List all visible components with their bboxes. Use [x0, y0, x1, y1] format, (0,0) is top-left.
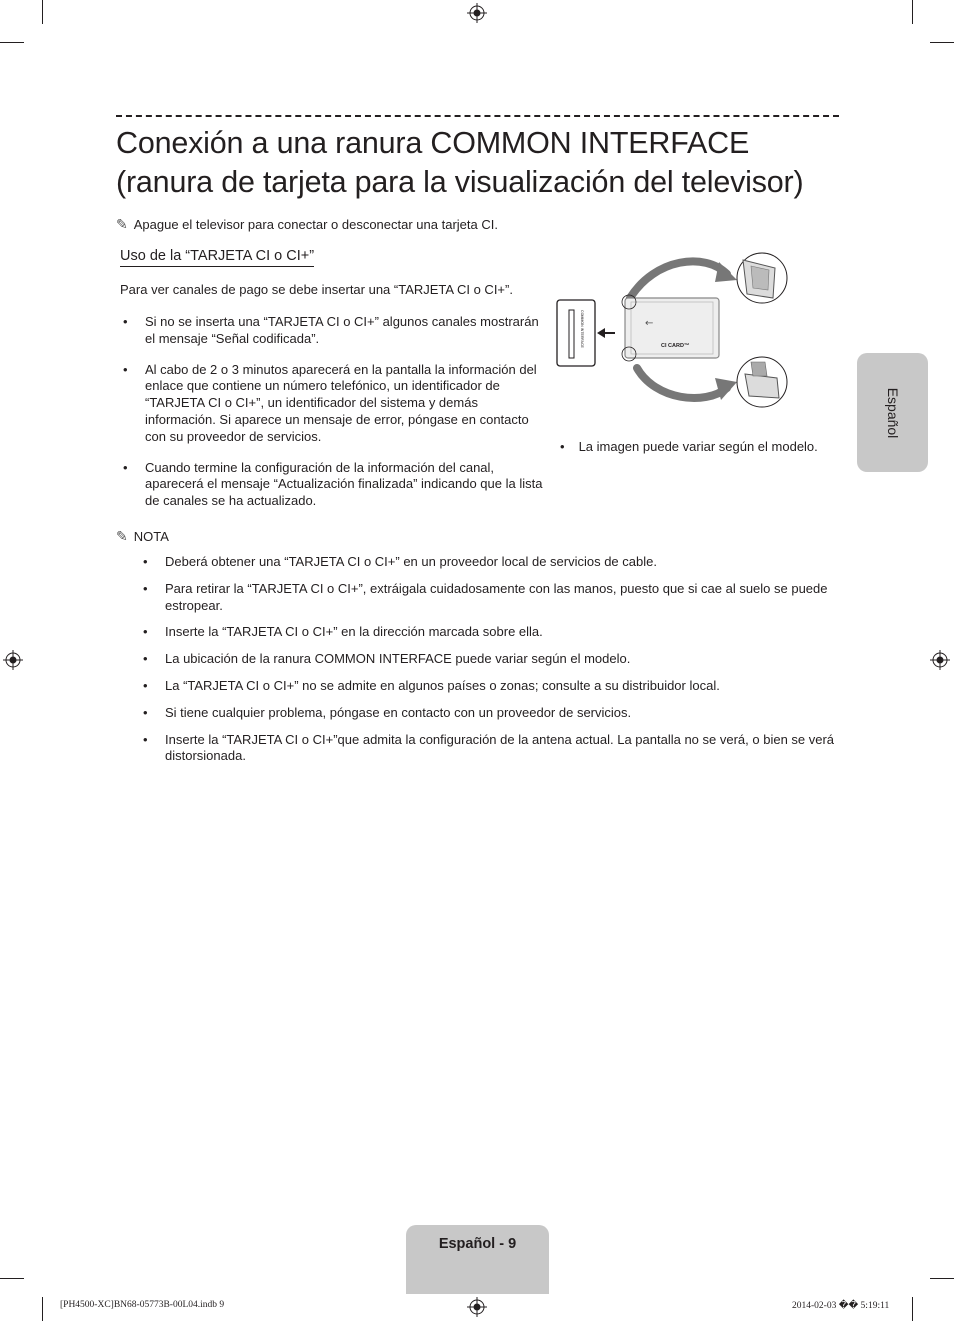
language-side-tab-label: Español — [884, 387, 901, 438]
list-item: • Al cabo de 2 o 3 minutos aparecerá en la pantalla la información del enlace que contiene un número telefónico, un identificador de “TARJETA CI o CI+”, un identificador del sistema y demás información. Si aparece un mensaje de error, póngase en contacto con su proveedor de servicios. — [120, 362, 550, 446]
list-item: • Para retirar la “TARJETA CI o CI+”, extráigala cuidadosamente con las manos, puesto que si cae al suelo se puede estropear. — [140, 581, 840, 615]
nota-heading — [116, 528, 169, 545]
list-item: • Cuando termine la configuración de la información del canal, aparecerá el mensaje “Actualización finalizada” indicando que la lista de canales se ha actualizado. — [120, 460, 550, 510]
ci-card-label: CI CARD™ — [661, 343, 690, 349]
crop-mark — [930, 42, 954, 43]
crop-mark — [930, 1278, 954, 1279]
intro-note-text: Apague el televisor para conectar o desconectar una tarjeta CI. — [133, 217, 498, 232]
list-item: • La ubicación de la ranura COMMON INTERFACE puede variar según el modelo. — [140, 651, 840, 668]
pencil-note-icon: ✎ — [116, 528, 128, 544]
detail-bottom-card-edge — [745, 374, 779, 398]
detail-bottom-notch — [751, 362, 767, 376]
list-item: • Deberá obtener una “TARJETA CI o CI+” en un proveedor local de servicios de cable. — [140, 554, 840, 571]
ci-card — [625, 298, 719, 358]
crop-mark — [0, 1278, 24, 1279]
list-item: • Si no se inserta una “TARJETA CI o CI+” algunos canales mostrarán el mensaje “Señal codificada”. — [120, 314, 550, 348]
pencil-note-icon: ✎ — [116, 216, 128, 232]
registration-mark-icon — [930, 650, 950, 670]
card-direction-arrow-icon: ← — [645, 318, 654, 329]
footer-file-info: [PH4500-XC]BN68-05773B-00L04.indb 9 — [60, 1300, 225, 1310]
registration-mark-icon — [467, 1297, 487, 1317]
registration-mark-icon — [3, 650, 23, 670]
slot-label: COMMON INTERFACE — [580, 310, 584, 348]
registration-mark-icon — [467, 3, 487, 23]
detail-top-notch — [751, 266, 769, 290]
page-number-tab — [406, 1225, 549, 1294]
crop-mark — [42, 0, 43, 24]
list-item: • Si tiene cualquier problema, póngase en contacto con un proveedor de servicios. — [140, 705, 840, 722]
footer-timestamp: 2014-02-03 �� 5:19:11 — [792, 1301, 890, 1311]
list-item: • Inserte la “TARJETA CI o CI+”que admita la configuración de la antena actual. La pantalla no se verá, o bien se verá distorsionada. — [140, 732, 840, 766]
language-side-tab — [857, 353, 928, 472]
section-heading: Uso de la “TARJETA CI o CI+” — [120, 248, 314, 267]
list-item: • La “TARJETA CI o CI+” no se admite en algunos países o zonas; consulte a su distribuidor local. — [140, 678, 840, 695]
ci-card-illustration — [555, 250, 795, 410]
list-item: • Inserte la “TARJETA CI o CI+” en la dirección marcada sobre ella. — [140, 624, 840, 641]
page-title — [116, 124, 846, 202]
bottom-arc-arrow — [637, 368, 727, 398]
title-divider — [116, 115, 839, 117]
section-intro: Para ver canales de pago se debe insertar una “TARJETA CI o CI+”. — [120, 282, 513, 297]
crop-mark — [0, 42, 24, 43]
page-number-label: Español - 9 — [438, 1236, 517, 1252]
page-title-line: (ranura de tarjeta para la visualización del televisor) — [116, 165, 804, 199]
crop-mark — [42, 1297, 43, 1321]
intro-note — [116, 216, 498, 233]
crop-mark — [912, 1297, 913, 1321]
crop-mark — [912, 0, 913, 24]
tv-slot-panel — [557, 300, 595, 366]
bullet-list — [120, 314, 550, 524]
image-caption: • La imagen puede variar según el modelo. — [560, 439, 818, 454]
page-title-line: Conexión a una ranura COMMON INTERFACE — [116, 126, 750, 160]
nota-list — [140, 554, 840, 775]
top-arc-arrow — [630, 261, 727, 298]
insert-arrow-icon — [597, 328, 605, 338]
nota-label: NOTA — [133, 529, 169, 544]
